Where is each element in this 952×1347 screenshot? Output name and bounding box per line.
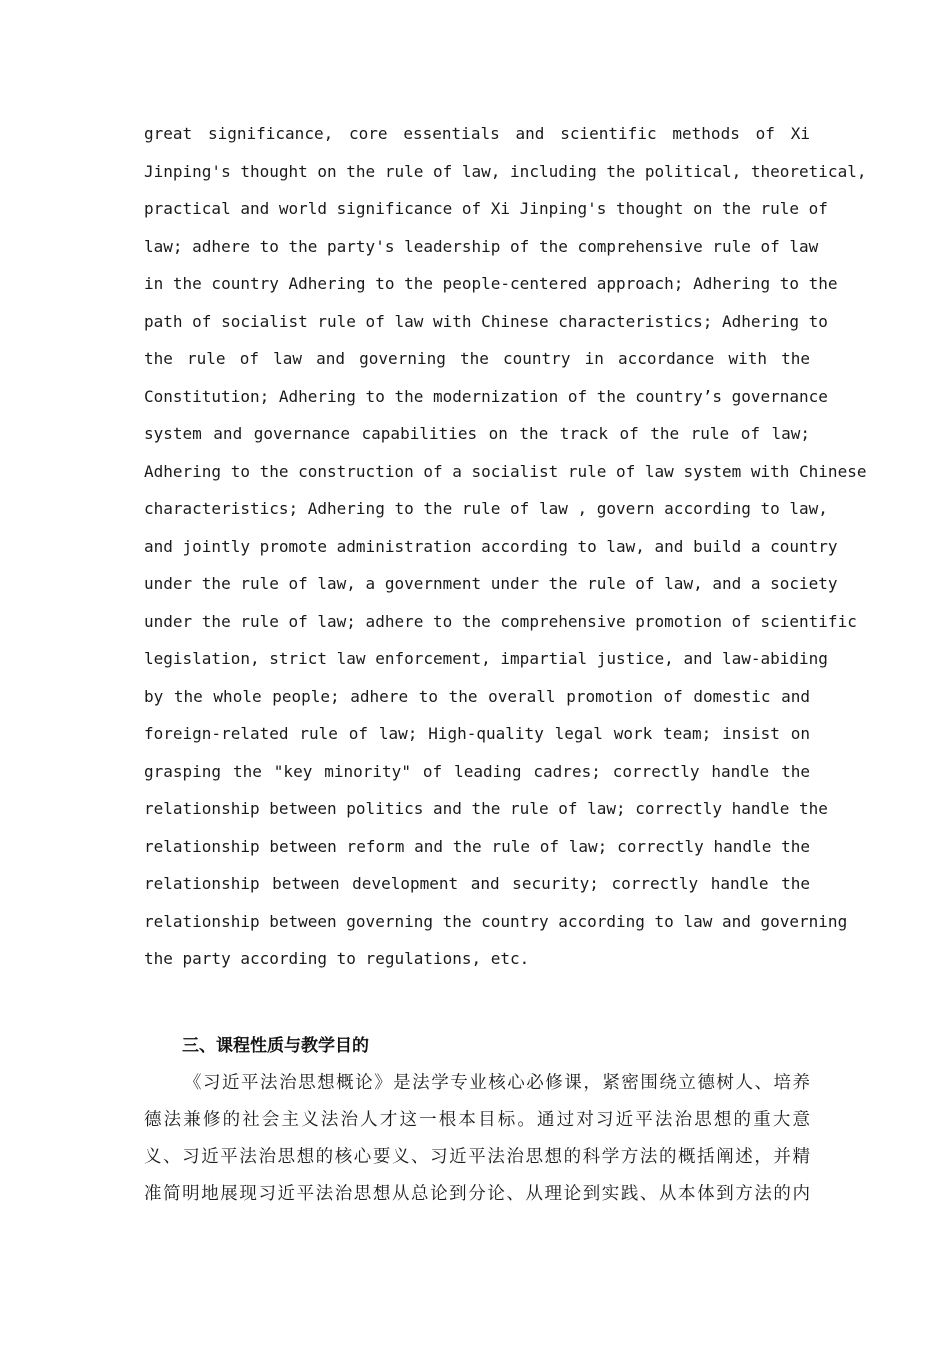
paragraph-line: law; adhere to the party's leadership of the comprehensive rule of law <box>144 236 819 256</box>
paragraph-line: legislation, strict law enforcement, impartial justice, and law-abiding <box>144 649 828 668</box>
paragraph-line: 《习近平法治思想概论》是法学专业核心必修课，紧密围绕立德树人、培养 <box>184 1072 810 1093</box>
paragraph-line: relationship between development and security; correctly handle the <box>144 874 810 893</box>
english-paragraph <box>144 115 867 978</box>
paragraph-line: the rule of law and governing the country in accordance with the <box>144 349 810 368</box>
paragraph-line: relationship between reform and the rule of law; correctly handle the <box>144 836 810 856</box>
paragraph-line: under the rule of law; adhere to the comprehensive promotion of scientific <box>144 611 857 631</box>
paragraph-line: characteristics; Adhering to the rule of law , govern according to law, <box>144 499 828 518</box>
paragraph-line: system and governance capabilities on the track of the rule of law; <box>144 424 810 443</box>
paragraph-line: Jinping's thought on the rule of law, including the political, theoretical, <box>144 161 867 181</box>
paragraph-line: 德法兼修的社会主义法治人才这一根本目标。通过对习近平法治思想的重大意 <box>144 1109 810 1130</box>
section-heading: 三、课程性质与教学目的 <box>182 1035 369 1056</box>
paragraph-line: 义、习近平法治思想的核心要义、习近平法治思想的科学方法的概括阐述，并精 <box>144 1146 810 1167</box>
paragraph-line: foreign-related rule of law; High-quality legal work team; insist on <box>144 724 810 743</box>
paragraph-line: relationship between governing the country according to law and governing <box>144 911 848 931</box>
paragraph-line: and jointly promote administration according to law, and build a country <box>144 536 838 556</box>
paragraph-line: relationship between politics and the rule of law; correctly handle the <box>144 799 828 818</box>
paragraph-line: Constitution; Adhering to the modernization of the country’s governance <box>144 386 828 406</box>
chinese-paragraph <box>144 1065 810 1213</box>
page-content <box>144 115 867 1213</box>
paragraph-line: 准简明地展现习近平法治思想从总论到分论、从理论到实践、从本体到方法的内 <box>144 1183 810 1204</box>
paragraph-line: in the country Adhering to the people-centered approach; Adhering to the <box>144 274 838 293</box>
paragraph-line: grasping the "key minority" of leading cadres; correctly handle the <box>144 761 810 781</box>
paragraph-line: the party according to regulations, etc. <box>144 949 530 968</box>
paragraph-line: path of socialist rule of law with Chinese characteristics; Adhering to <box>144 311 828 331</box>
paragraph-line: Adhering to the construction of a socialist rule of law system with Chinese <box>144 461 867 481</box>
paragraph-line: by the whole people; adhere to the overall promotion of domestic and <box>144 686 810 706</box>
paragraph-line: practical and world significance of Xi Jinping's thought on the rule of <box>144 199 828 218</box>
paragraph-line: under the rule of law, a government under the rule of law, and a society <box>144 574 838 593</box>
paragraph-line: great significance, core essentials and scientific methods of Xi <box>144 124 810 143</box>
